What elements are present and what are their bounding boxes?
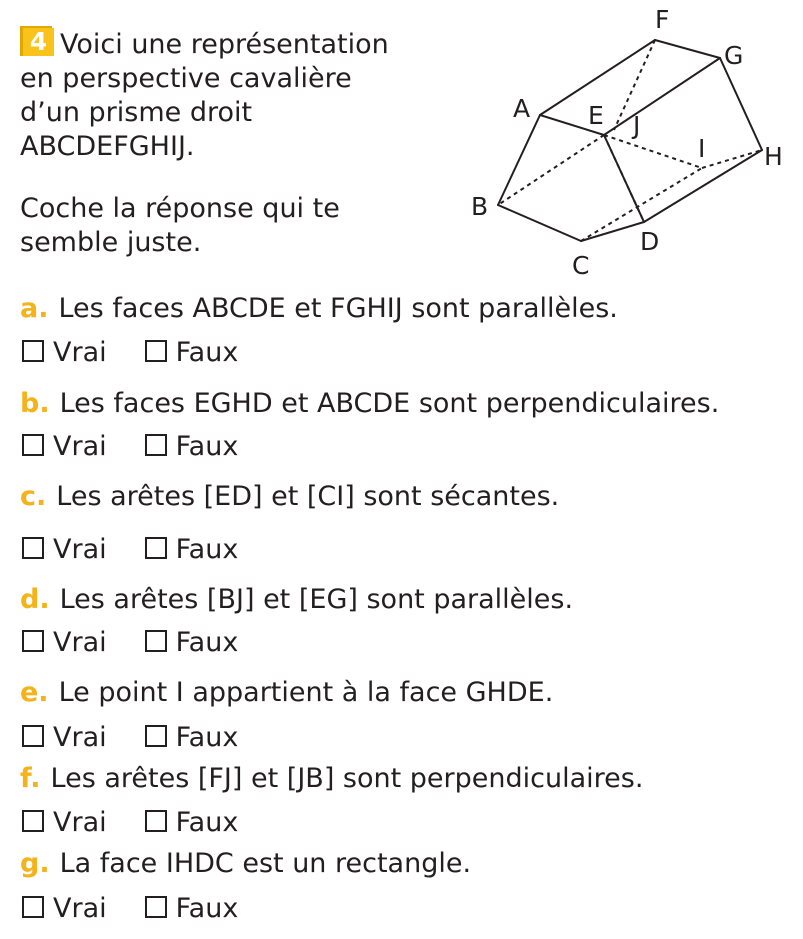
- option-label: Vrai: [53, 627, 107, 658]
- exercise-number: 4: [23, 28, 54, 56]
- checkbox[interactable]: [22, 434, 44, 456]
- question-letter: d.: [20, 584, 50, 615]
- question-a-faux-option[interactable]: [145, 337, 239, 368]
- question-letter: c.: [20, 481, 47, 512]
- intro-line-3: d’un prisme droit: [20, 97, 253, 128]
- checkbox[interactable]: [22, 630, 44, 652]
- exercise-instruction: [20, 192, 340, 260]
- option-label: Faux: [175, 337, 239, 368]
- question-letter: g.: [20, 848, 50, 879]
- edge-GH: [720, 58, 762, 150]
- question-a-options: [22, 336, 238, 368]
- question-g-faux-option[interactable]: [145, 893, 239, 924]
- checkbox[interactable]: [145, 725, 167, 747]
- option-label: Faux: [175, 807, 239, 838]
- question-text: Les arêtes [FJ] et [JB] sont perpendiculaires.: [50, 763, 644, 794]
- question-text: Les faces EGHD et ABCDE sont perpendiculaires.: [59, 388, 720, 419]
- edge-CD: [581, 222, 644, 241]
- question-c: [20, 481, 559, 512]
- option-label: Vrai: [53, 337, 107, 368]
- question-e-options: [22, 721, 238, 753]
- question-f-options: [22, 806, 238, 838]
- question-text: Les arêtes [ED] et [CI] sont sécantes.: [56, 481, 560, 512]
- question-b-faux-option[interactable]: [145, 431, 239, 462]
- prism-figure: [460, 0, 803, 290]
- vertex-label-H: H: [764, 142, 783, 171]
- vertex-label-D: D: [640, 227, 660, 256]
- intro-text: Voici une représentation: [60, 29, 389, 60]
- vertex-label-B: B: [471, 192, 489, 221]
- question-g-options: [22, 892, 238, 924]
- option-label: Vrai: [53, 534, 107, 565]
- checkbox[interactable]: [22, 896, 44, 918]
- edge-BC: [498, 205, 581, 241]
- exercise-number-badge: [20, 26, 54, 56]
- checkbox[interactable]: [145, 896, 167, 918]
- option-label: Faux: [175, 627, 239, 658]
- question-b: [20, 388, 719, 419]
- option-label: Faux: [175, 431, 239, 462]
- question-d-options: [22, 626, 238, 658]
- question-text: Les arêtes [BJ] et [EG] sont parallèles.: [59, 584, 574, 615]
- prism-diagram: [460, 0, 803, 290]
- question-letter: f.: [20, 763, 41, 794]
- question-f-vrai-option[interactable]: [22, 807, 107, 838]
- instruction-line-2: semble juste.: [20, 227, 202, 258]
- question-letter: b.: [20, 388, 50, 419]
- hidden-edge-EI: [604, 135, 702, 168]
- checkbox[interactable]: [22, 725, 44, 747]
- question-c-options: [22, 533, 238, 565]
- exercise-intro: [20, 26, 460, 164]
- question-b-options: [22, 430, 238, 462]
- vertex-label-G: G: [724, 41, 744, 70]
- checkbox[interactable]: [22, 537, 44, 559]
- edge-FG: [655, 40, 720, 58]
- question-letter: a.: [20, 293, 49, 324]
- vertex-label-F: F: [655, 5, 670, 34]
- vertex-label-C: C: [572, 251, 590, 280]
- question-f-faux-option[interactable]: [145, 807, 239, 838]
- question-e-faux-option[interactable]: [145, 722, 239, 753]
- vertex-label-E: E: [588, 101, 604, 130]
- question-b-vrai-option[interactable]: [22, 431, 107, 462]
- question-a-vrai-option[interactable]: [22, 337, 107, 368]
- checkbox[interactable]: [22, 340, 44, 362]
- option-label: Vrai: [53, 893, 107, 924]
- option-label: Vrai: [53, 722, 107, 753]
- vertex-label-A: A: [513, 94, 531, 123]
- hidden-edge-IH: [702, 150, 762, 168]
- instruction-line-1: Coche la réponse qui te: [20, 193, 340, 224]
- vertex-label-J: J: [633, 111, 641, 140]
- edge-EG: [604, 58, 720, 135]
- edge-AB: [498, 115, 540, 205]
- option-label: Faux: [175, 534, 239, 565]
- question-text: Le point I appartient à la face GHDE.: [58, 677, 554, 708]
- option-label: Faux: [175, 893, 239, 924]
- question-g-vrai-option[interactable]: [22, 893, 107, 924]
- option-label: Vrai: [53, 807, 107, 838]
- checkbox[interactable]: [145, 810, 167, 832]
- checkbox[interactable]: [145, 537, 167, 559]
- question-text: Les faces ABCDE et FGHIJ sont parallèles.: [58, 293, 618, 324]
- intro-line-1: [20, 26, 460, 62]
- intro-line-4: ABCDEFGHIJ.: [20, 131, 195, 162]
- question-e: [20, 677, 553, 708]
- checkbox[interactable]: [145, 434, 167, 456]
- question-c-vrai-option[interactable]: [22, 534, 107, 565]
- vertex-label-I: I: [698, 134, 706, 163]
- question-d: [20, 584, 573, 615]
- question-e-vrai-option[interactable]: [22, 722, 107, 753]
- checkbox[interactable]: [145, 340, 167, 362]
- question-a: [20, 293, 618, 324]
- question-letter: e.: [20, 677, 49, 708]
- option-label: Vrai: [53, 431, 107, 462]
- question-d-faux-option[interactable]: [145, 627, 239, 658]
- checkbox[interactable]: [22, 810, 44, 832]
- question-f: [20, 763, 643, 794]
- option-label: Faux: [175, 722, 239, 753]
- intro-line-2: en perspective cavalière: [20, 63, 352, 94]
- question-d-vrai-option[interactable]: [22, 627, 107, 658]
- checkbox[interactable]: [145, 630, 167, 652]
- question-c-faux-option[interactable]: [145, 534, 239, 565]
- question-text: La face IHDC est un rectangle.: [59, 848, 472, 879]
- question-g: [20, 848, 471, 879]
